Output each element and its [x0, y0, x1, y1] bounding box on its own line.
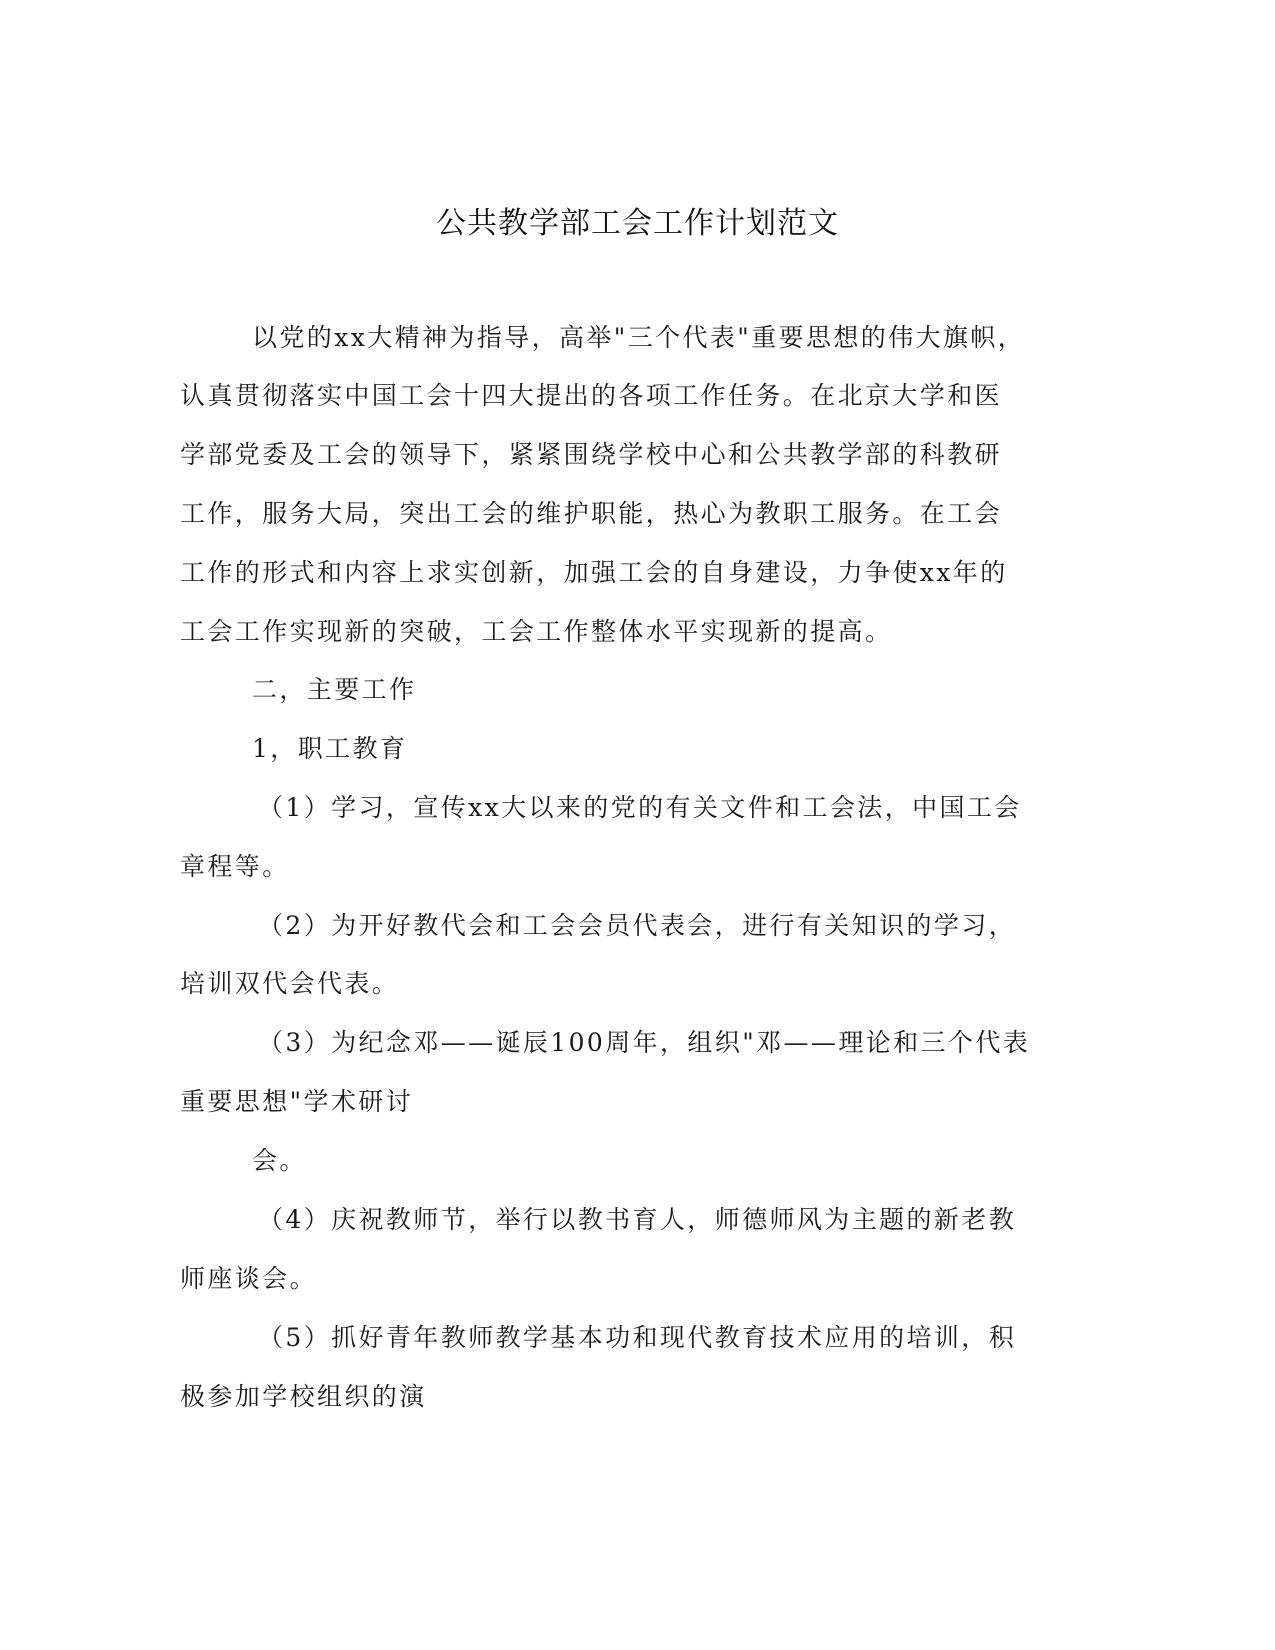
- paragraph-line: 工作的形式和内容上求实创新，加强工会的自身建设，力争使xx年的: [180, 558, 1008, 587]
- paragraph-line: 认真贯彻落实中国工会十四大提出的各项工作任务。在北京大学和医: [180, 381, 1003, 410]
- list-item-line: 章程等。: [180, 852, 290, 881]
- subsection-heading: 1，职工教育: [252, 734, 408, 763]
- paragraph-line: 工作，服务大局，突出工会的维护职能，热心为教职工服务。在工会: [180, 499, 1003, 528]
- list-item-line: （5）抓好青年教师教学基本功和现代教育技术应用的培训，积: [258, 1323, 1017, 1352]
- list-item-line: （4）庆祝教师节，举行以教书育人，师德师风为主题的新老教: [258, 1205, 1017, 1234]
- page-title: 公共教学部工会工作计划范文: [436, 206, 839, 241]
- list-item-line: 极参加学校组织的演: [180, 1382, 427, 1411]
- list-item-line: 会。: [252, 1146, 307, 1175]
- list-item-line: （1）学习，宣传xx大以来的党的有关文件和工会法，中国工会: [258, 793, 1022, 822]
- section-heading: 二，主要工作: [252, 675, 417, 704]
- list-item-line: 培训双代会代表。: [180, 969, 400, 998]
- paragraph-line: 学部党委及工会的领导下，紧紧围绕学校中心和公共教学部的科教研: [180, 440, 1003, 469]
- list-item-line: 师座谈会。: [180, 1264, 318, 1293]
- list-item-line: （3）为纪念邓——诞辰100周年，组织"邓——理论和三个代表: [258, 1028, 1031, 1057]
- list-item-line: 重要思想"学术研讨: [180, 1087, 414, 1116]
- paragraph-line: 工会工作实现新的突破，工会工作整体水平实现新的提高。: [180, 617, 893, 646]
- paragraph-line: 以党的xx大精神为指导，高举"三个代表"重要思想的伟大旗帜，: [252, 323, 1026, 352]
- list-item-line: （2）为开好教代会和工会会员代表会，进行有关知识的学习，: [258, 911, 1017, 940]
